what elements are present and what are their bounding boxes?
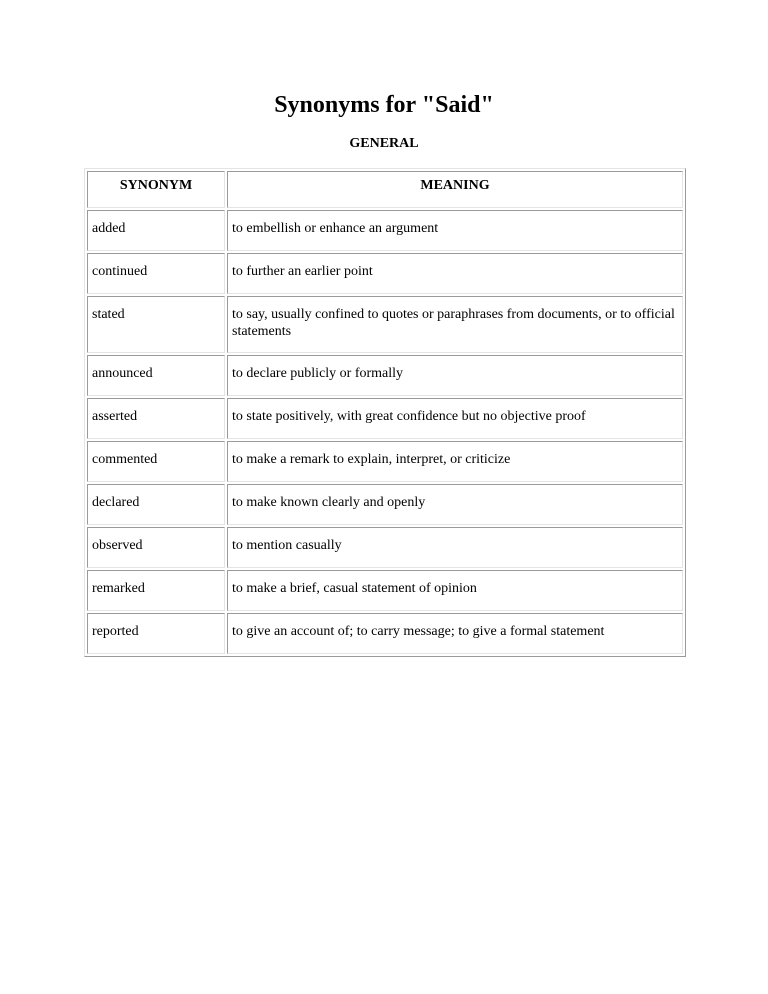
table-row xyxy=(87,296,683,353)
table-row xyxy=(87,527,683,568)
synonym-cell: continued xyxy=(87,253,225,294)
meaning-cell: to make a brief, casual statement of opinion xyxy=(227,570,683,611)
meaning-cell: to declare publicly or formally xyxy=(227,355,683,396)
meaning-cell: to mention casually xyxy=(227,527,683,568)
synonym-cell: remarked xyxy=(87,570,225,611)
meaning-cell: to say, usually confined to quotes or paraphrases from documents, or to official statements xyxy=(227,296,683,353)
table-row xyxy=(87,398,683,439)
synonym-cell: commented xyxy=(87,441,225,482)
synonym-cell: declared xyxy=(87,484,225,525)
table-row xyxy=(87,570,683,611)
synonym-cell: added xyxy=(87,210,225,251)
meaning-cell: to further an earlier point xyxy=(227,253,683,294)
table-row xyxy=(87,441,683,482)
table-header-row xyxy=(87,171,683,208)
meaning-cell: to embellish or enhance an argument xyxy=(227,210,683,251)
meaning-cell: to make a remark to explain, interpret, or criticize xyxy=(227,441,683,482)
section-heading: GENERAL xyxy=(349,136,419,151)
header-meaning: MEANING xyxy=(227,171,683,208)
table-row xyxy=(87,210,683,251)
synonym-table xyxy=(84,168,686,657)
table-row xyxy=(87,253,683,294)
meaning-cell: to give an account of; to carry message; to give a formal statement xyxy=(227,613,683,654)
table-row xyxy=(87,355,683,396)
meaning-cell: to state positively, with great confidence but no objective proof xyxy=(227,398,683,439)
meaning-cell: to make known clearly and openly xyxy=(227,484,683,525)
synonym-cell: asserted xyxy=(87,398,225,439)
synonym-cell: stated xyxy=(87,296,225,353)
table-row xyxy=(87,613,683,654)
synonym-cell: reported xyxy=(87,613,225,654)
synonym-cell: observed xyxy=(87,527,225,568)
header-synonym: SYNONYM xyxy=(87,171,225,208)
page-title: Synonyms for "Said" xyxy=(274,92,494,118)
synonym-cell: announced xyxy=(87,355,225,396)
table-row xyxy=(87,484,683,525)
